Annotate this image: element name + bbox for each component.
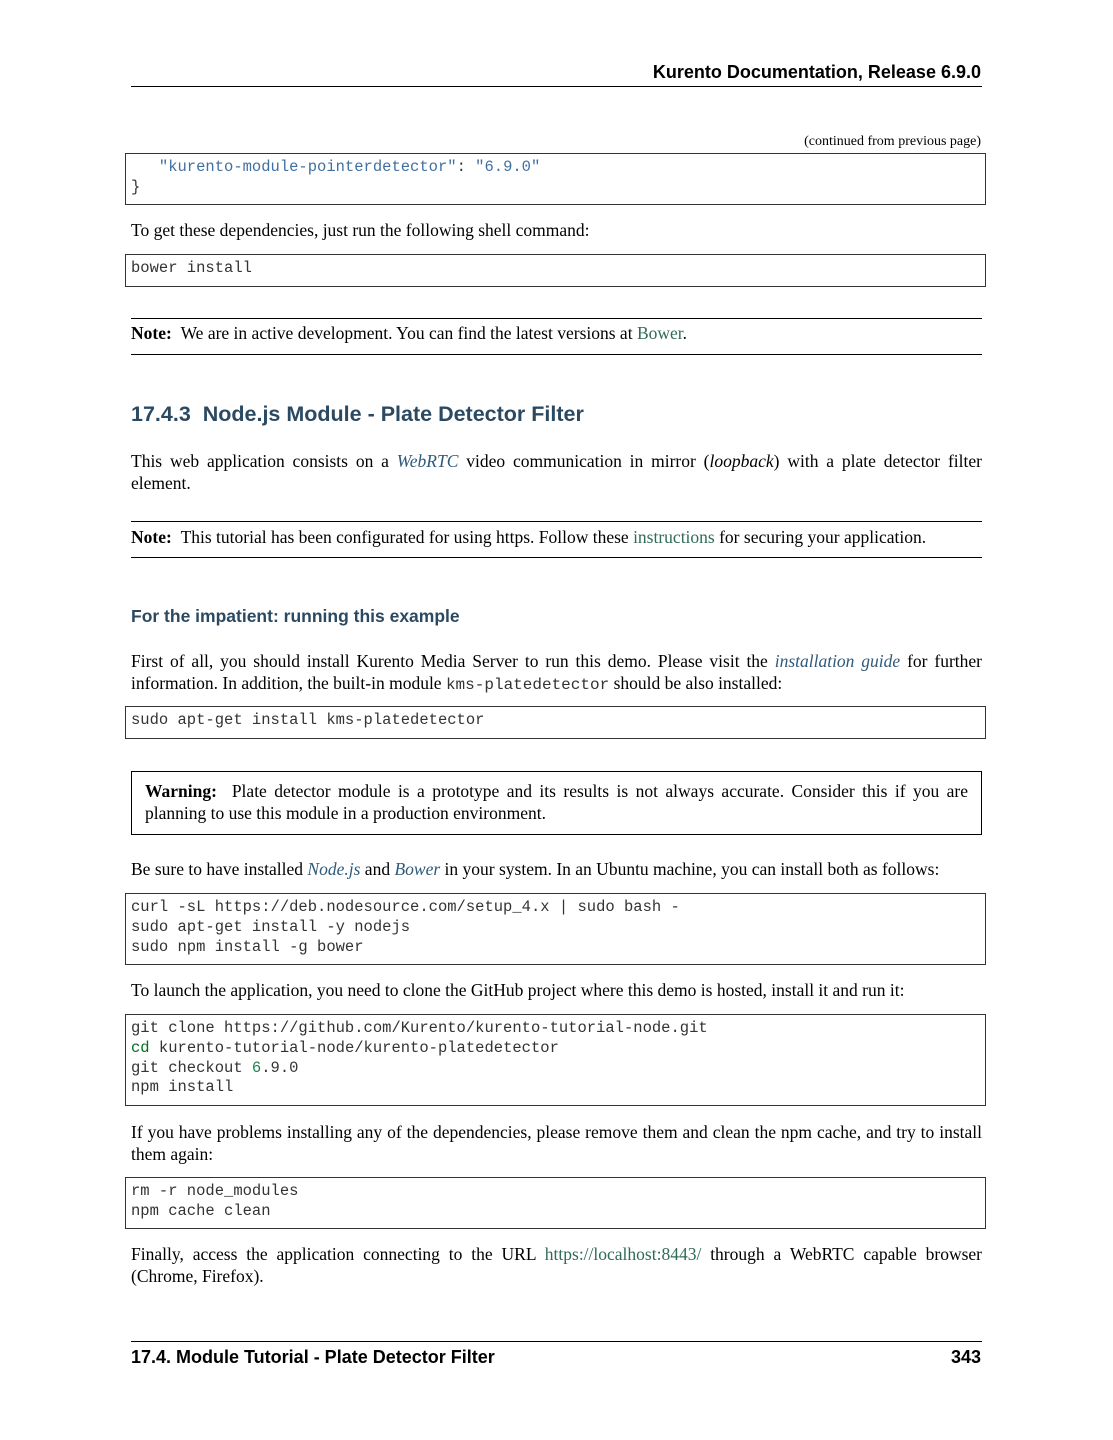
paragraph-access: Finally, access the application connecting to the URL https://localhost:8443/ through a WebRTC capable browser (Chrome, Firefox). <box>131 1244 983 1286</box>
paragraph-problems: If you have problems installing any of the dependencies, please remove them and clean the npm cache, and try to install them again: <box>131 1122 982 1164</box>
note-https: Note: This tutorial has been configurated for using https. Follow these instructions for securing your application. <box>131 527 927 547</box>
note-bottom-rule <box>131 354 982 355</box>
code-block-bower-install: bower install <box>125 254 986 287</box>
page-number: 343 <box>950 1347 981 1367</box>
footer-section: 17.4. Module Tutorial - Plate Detector Filter <box>131 1347 495 1367</box>
paragraph-node-bower: Be sure to have installed Node.js and Bower in your system. In an Ubuntu machine, you can install both as follows: <box>131 859 940 879</box>
note2-top-rule <box>131 521 982 522</box>
warning-box: Warning: Plate detector module is a prototype and its results is not always accurate. Consider this if you are planning to use this module in a production environment. <box>131 771 982 835</box>
code-block-node-install: curl -sL https://deb.nodesource.com/setup_4.x | sudo bash - sudo apt-get install -y nodejs sudo npm install -g bower <box>125 893 986 965</box>
subsection-heading: For the impatient: running this example <box>131 606 460 626</box>
bower-link[interactable]: Bower <box>636 323 683 343</box>
paragraph-launch: To launch the application, you need to clone the GitHub project where this demo is hosted, install it and run it: <box>131 980 905 1000</box>
code-block-cleanup: rm -r node_modules npm cache clean <box>125 1177 986 1229</box>
instructions-link[interactable]: instructions <box>633 527 715 547</box>
webrtc-link[interactable]: WebRTC <box>396 451 459 471</box>
code-block-git-clone: git clone https://github.com/Kurento/kurento-tutorial-node.git cd kurento-tutorial-node/kurento-platedetector git checkout 6.9.0 npm install <box>125 1014 986 1106</box>
installation-guide-link[interactable]: installation guide <box>774 651 901 671</box>
continued-caption: (continued from previous page) <box>804 134 981 149</box>
localhost-link[interactable]: https://localhost:8443/ <box>544 1244 702 1264</box>
note-bower: Note: We are in active development. You can find the latest versions at Bower. <box>131 323 688 343</box>
running-header: Kurento Documentation, Release 6.9.0 <box>652 62 981 82</box>
header-rule <box>131 86 982 87</box>
paragraph-dependencies: To get these dependencies, just run the following shell command: <box>131 220 590 240</box>
paragraph-intro: This web application consists on a WebRTC video communication in mirror (loopback) with a plate detector filter element. <box>131 451 982 493</box>
note2-bottom-rule <box>131 557 982 558</box>
note-top-rule <box>131 318 982 319</box>
bower-link-2[interactable]: Bower <box>394 859 441 879</box>
code-block-apt-install: sudo apt-get install kms-platedetector <box>125 706 986 739</box>
section-heading: 17.4.3 Node.js Module - Plate Detector Filter <box>131 402 584 426</box>
footer-rule <box>131 1341 982 1342</box>
paragraph-install-kms: First of all, you should install Kurento Media Server to run this demo. Please visit the installation guide for further information. In addition, the built-in module kms-platedetector should be also installed: <box>131 651 982 694</box>
nodejs-link[interactable]: Node.js <box>307 859 361 879</box>
code-block-dependencies: "kurento-module-pointerdetector": "6.9.0" } <box>125 153 986 205</box>
